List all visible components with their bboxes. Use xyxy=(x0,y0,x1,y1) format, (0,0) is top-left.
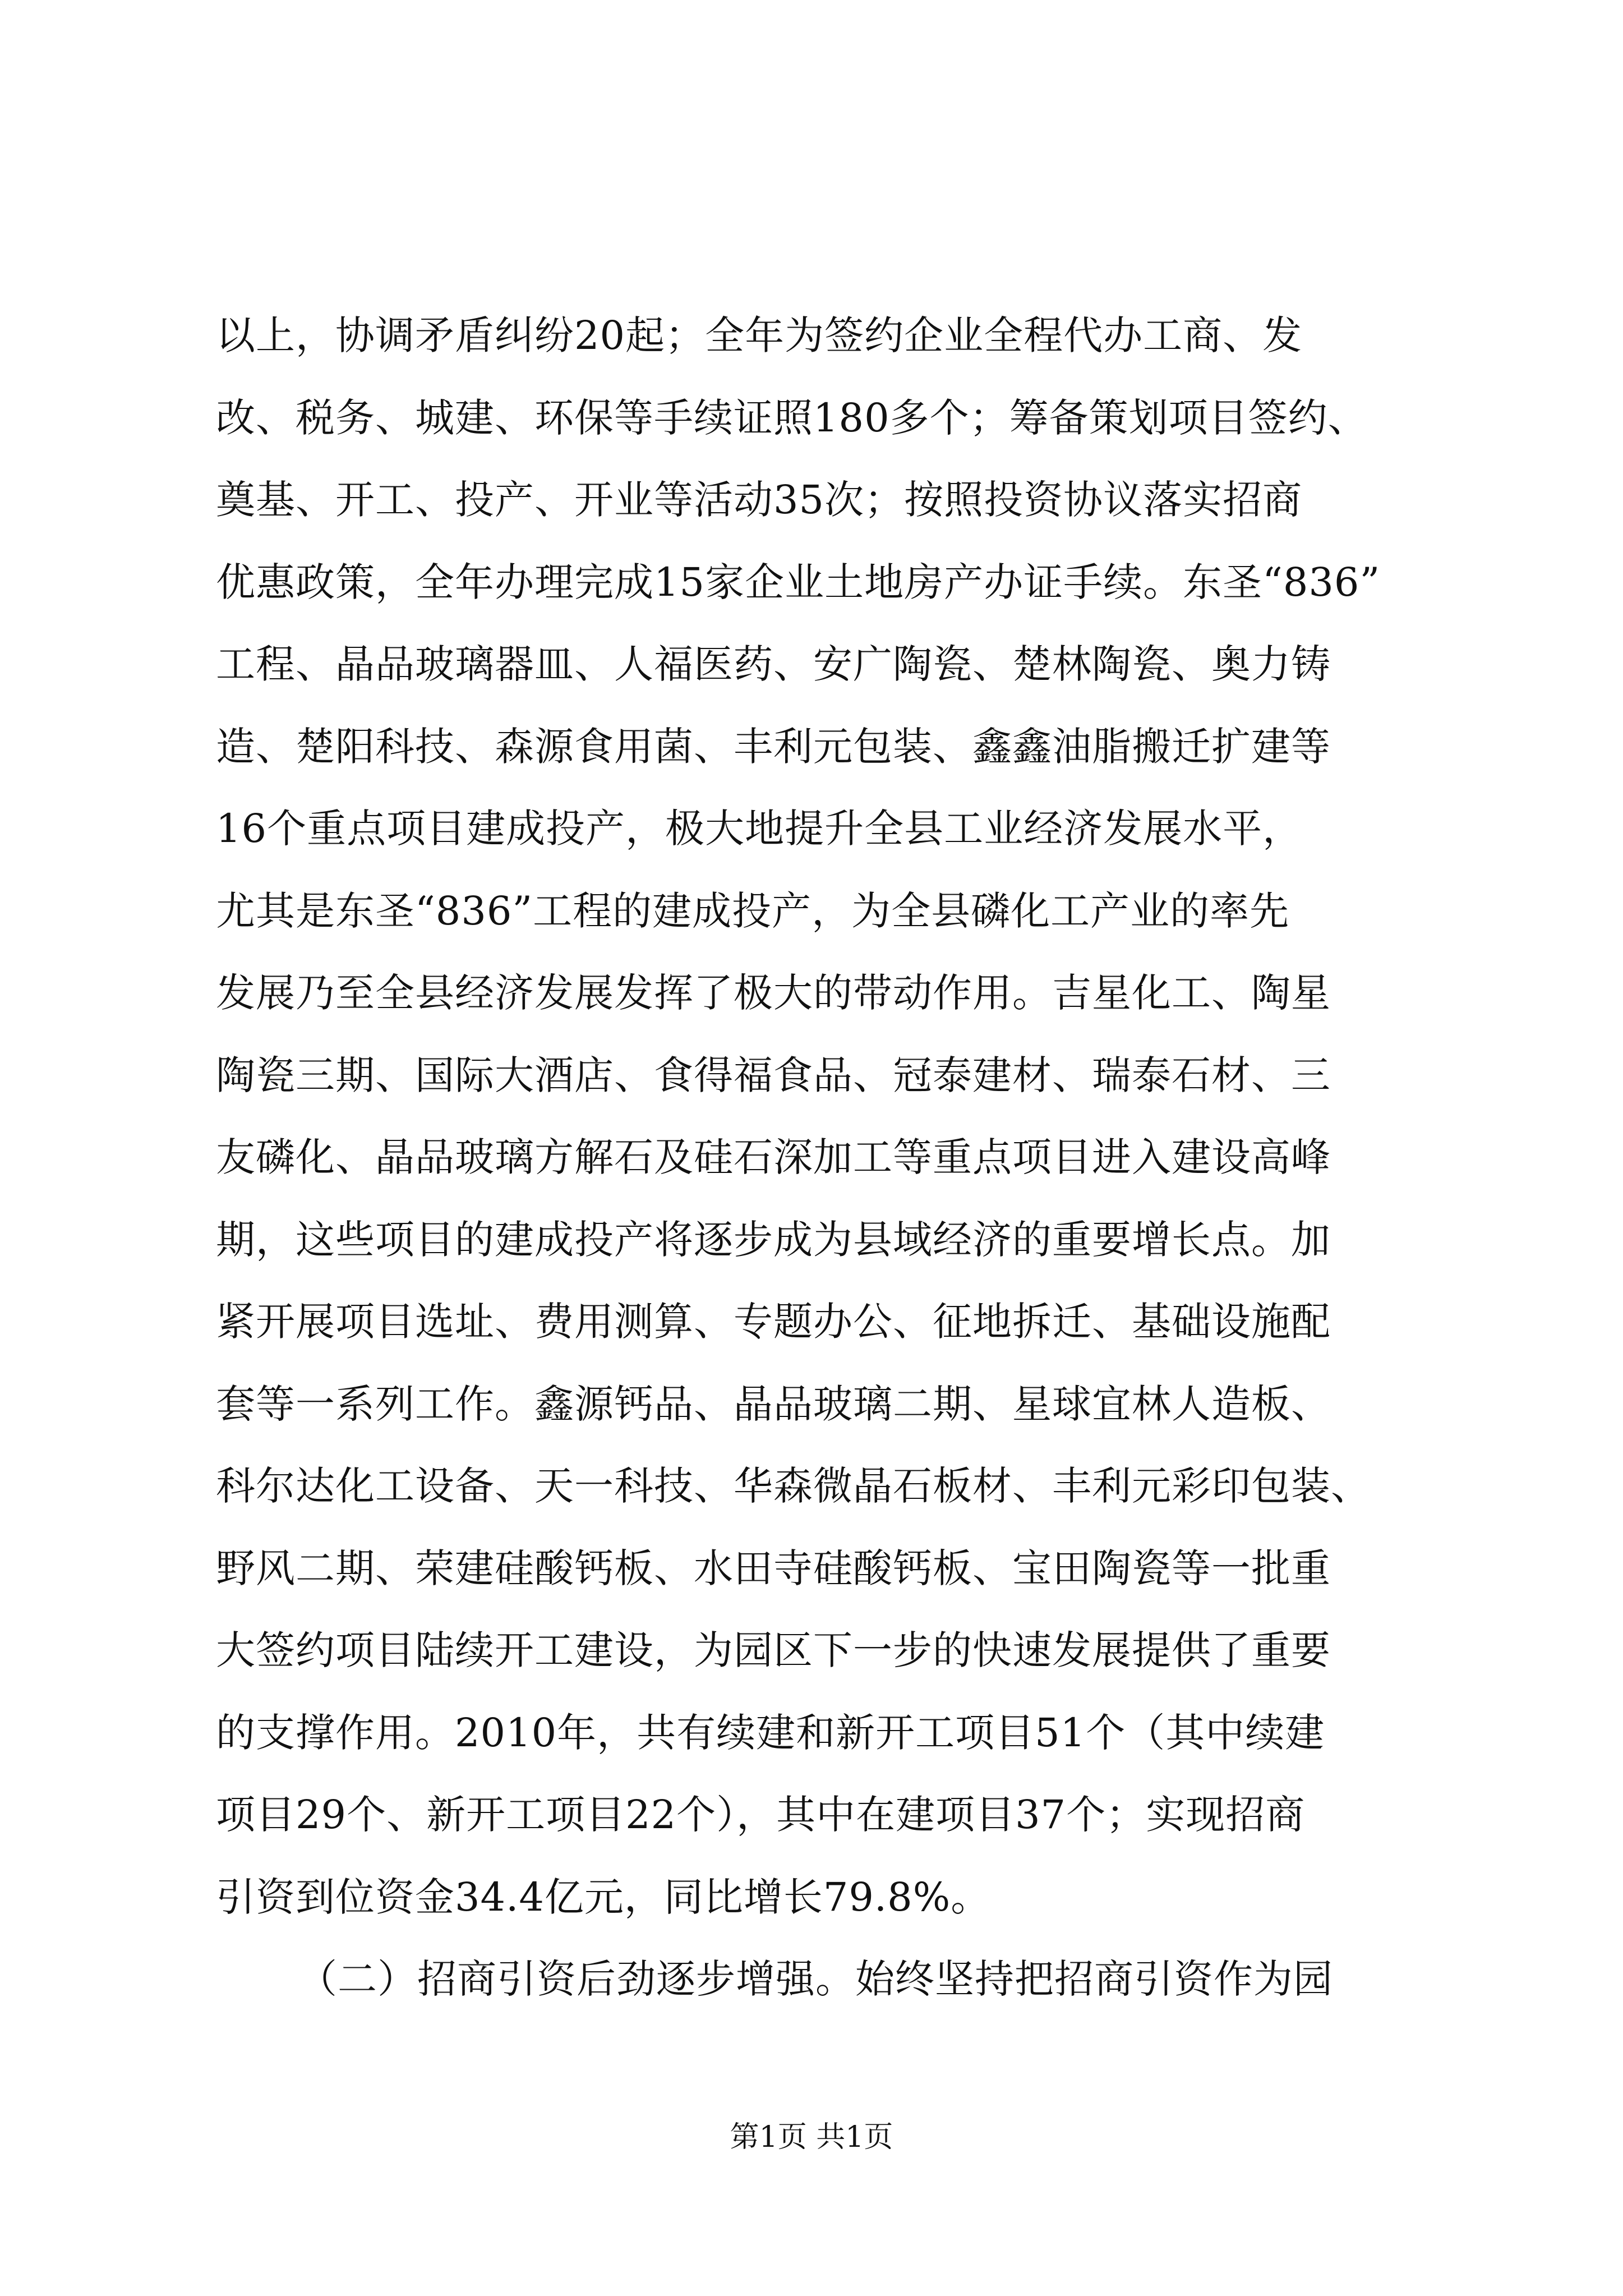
page-footer xyxy=(0,2118,1623,2157)
text-line: 以上，协调矛盾纠纷20起；全年为签约企业全程代办工商、发 xyxy=(216,312,1303,358)
text-line: 造、楚阳科技、森源食用菌、丰利元包装、鑫鑫油脂搬迁扩建等 xyxy=(216,723,1331,770)
text-line: 尤其是东圣“836”工程的建成投产，为全县磷化工产业的率先 xyxy=(216,887,1290,934)
page-number: 第1页 共1页 xyxy=(730,2120,893,2154)
body-text xyxy=(216,295,1450,2021)
text-line: 紧开展项目选址、费用测算、专题办公、征地拆迁、基础设施配 xyxy=(216,1299,1331,1345)
text-line: 期，这些项目的建成投产将逐步成为县域经济的重要增长点。加 xyxy=(216,1216,1331,1263)
text-line: 工程、晶品玻璃器皿、人福医药、安广陶瓷、楚林陶瓷、奥力铸 xyxy=(216,641,1331,687)
paragraph-start-line: （二）招商引资后劲逐步增强。始终坚持把招商引资作为园 xyxy=(298,1956,1333,2002)
text-line: 野风二期、荣建硅酸钙板、水田寺硅酸钙板、宝田陶瓷等一批重 xyxy=(216,1545,1331,1591)
text-line: 科尔达化工设备、天一科技、华森微晶石板材、丰利元彩印包装、 xyxy=(216,1463,1371,1509)
text-line: 16个重点项目建成投产，极大地提升全县工业经济发展水平， xyxy=(216,806,1303,852)
text-line: 套等一系列工作。鑫源钙品、晶品玻璃二期、星球宜林人造板、 xyxy=(216,1381,1331,1427)
text-line: 引资到位资金34.4亿元，同比增长79.8%。 xyxy=(216,1874,991,1920)
text-line: 陶瓷三期、国际大酒店、食得福食品、冠泰建材、瑞泰石材、三 xyxy=(216,1052,1331,1098)
text-line: 项目29个、新开工项目22个），其中在建项目37个；实现招商 xyxy=(216,1792,1306,1838)
text-line: 奠基、开工、投产、开业等活动35次；按照投资协议落实招商 xyxy=(216,477,1303,523)
text-line: 的支撑作用。2010年，共有续建和新开工项目51个（其中续建 xyxy=(216,1709,1325,1756)
text-line: 友磷化、晶品玻璃方解石及硅石深加工等重点项目进入建设高峰 xyxy=(216,1134,1331,1180)
text-line: 发展乃至全县经济发展发挥了极大的带动作用。吉星化工、陶星 xyxy=(216,970,1331,1016)
text-line: 大签约项目陆续开工建设，为园区下一步的快速发展提供了重要 xyxy=(216,1627,1331,1673)
text-line: 改、税务、城建、环保等手续证照180多个；筹备策划项目签约、 xyxy=(216,394,1368,441)
text-line: 优惠政策，全年办理完成15家企业土地房产办证手续。东圣“836” xyxy=(216,559,1381,605)
